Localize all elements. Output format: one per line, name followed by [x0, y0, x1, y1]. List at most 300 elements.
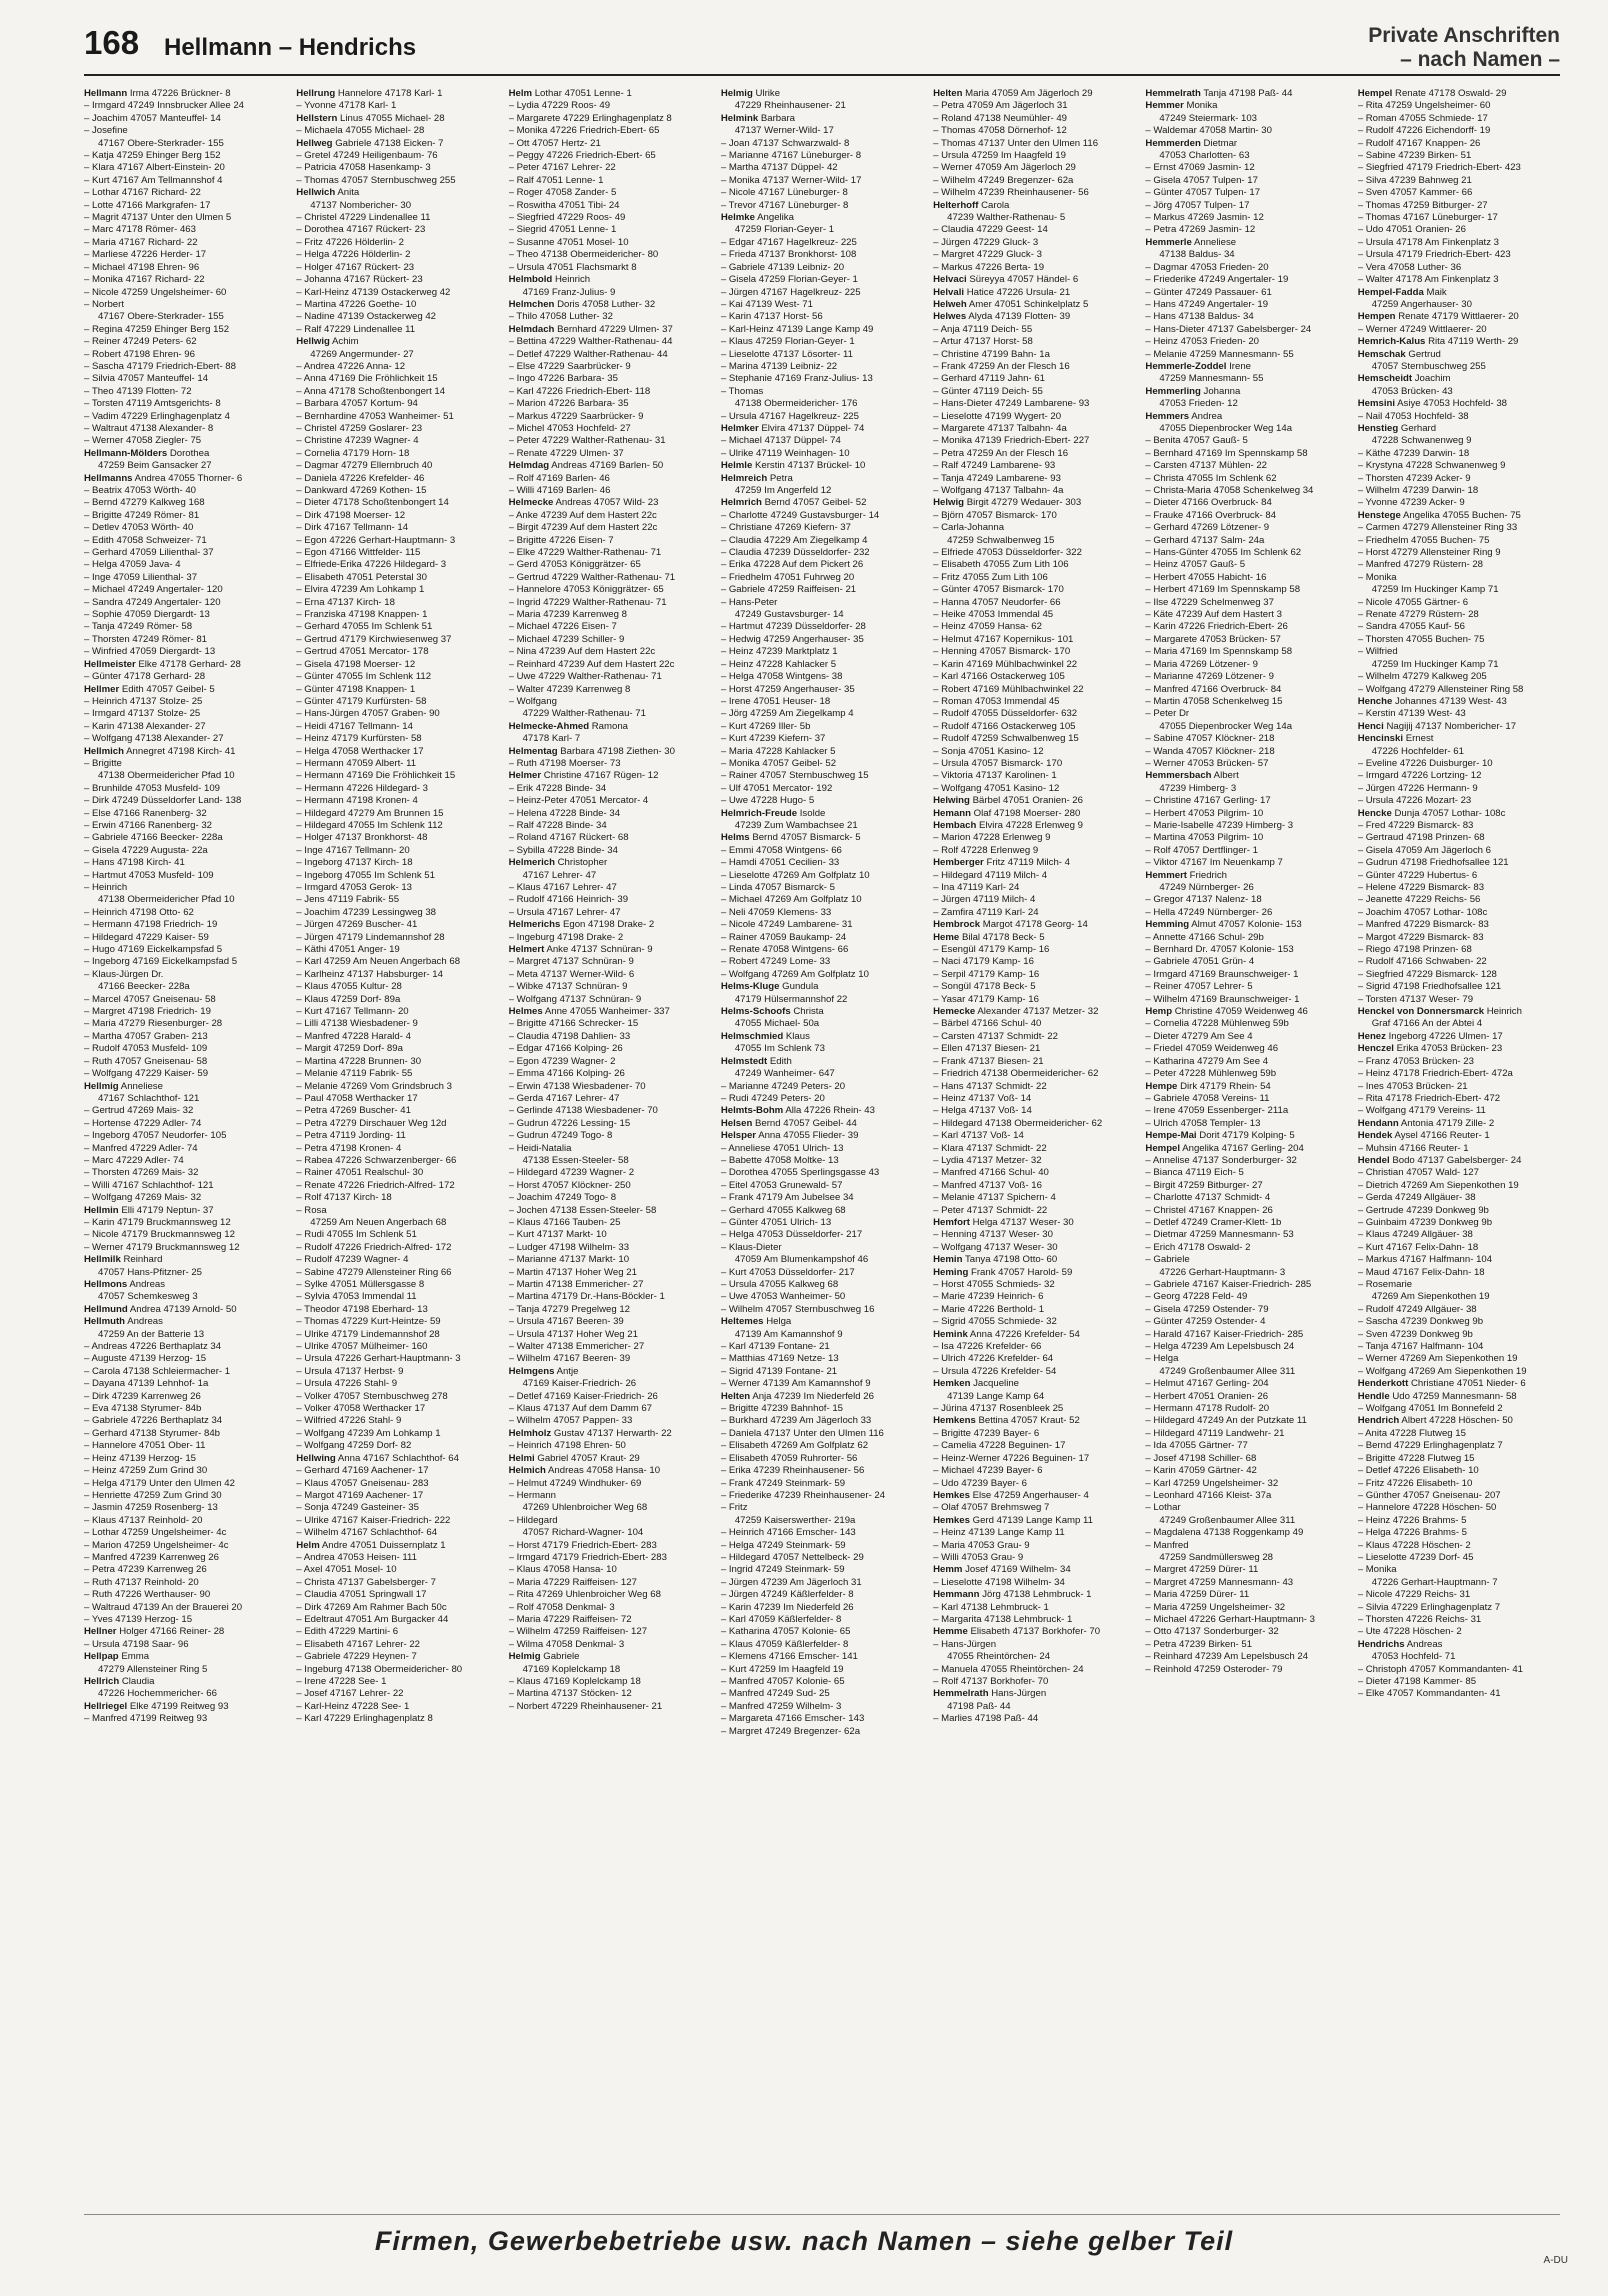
listing-entry — [1358, 597, 1560, 609]
listing-entry — [1358, 1490, 1560, 1502]
listing-detail: Erika 47053 Brücken- 23 — [1396, 1043, 1503, 1055]
listing-detail: – Anke 47239 Auf dem Hastert 22c — [508, 509, 657, 521]
listing-detail: – Margot 47229 Bismarck- 83 — [1357, 931, 1484, 943]
listing-detail: – Annette 47166 Schul- 29b — [1145, 931, 1264, 943]
surname: Hemmert — [1145, 869, 1187, 881]
listing-detail: – Jürgen 47229 Gluck- 3 — [933, 236, 1039, 248]
listing-detail: – Isa 47226 Krefelder- 66 — [933, 1341, 1042, 1353]
listing-detail: Gabriele 47138 Eicken- 7 — [335, 137, 444, 149]
listing-detail: – Else 47229 Saarbrücker- 9 — [508, 360, 631, 372]
listing-detail: – Frieda 47137 Bronkhorst- 108 — [720, 249, 857, 261]
listing-entry — [933, 1713, 1135, 1725]
listing-detail: – Peter 47228 Mühlenweg 59b — [1145, 1068, 1277, 1080]
surname: Helm — [508, 88, 533, 99]
listing-detail: – Hildegard 47057 Nettelbeck- 29 — [720, 1551, 864, 1563]
listing-entry — [1145, 1465, 1347, 1477]
listing-detail: Joachim — [1414, 373, 1451, 385]
listing-entry — [1145, 1639, 1347, 1651]
listing-entry — [721, 1391, 923, 1403]
listing-entry — [296, 1341, 498, 1353]
listing-entry — [1358, 1068, 1560, 1080]
listing-entry — [933, 894, 1135, 906]
listing-entry — [933, 621, 1135, 633]
surname: Hemink — [933, 1328, 968, 1340]
listing-entry — [509, 1192, 711, 1204]
listing-detail: – Karlheinz 47137 Habsburger- 14 — [296, 968, 443, 980]
listing-detail: – Hildegard 47279 Am Brunnen 15 — [296, 807, 444, 819]
listing-detail: – Ingo 47226 Barbara- 35 — [508, 373, 618, 385]
listing-detail: Barbara — [760, 112, 795, 124]
listing-detail: – Irmgard 47249 Innsbrucker Allee 24 — [84, 100, 244, 112]
listing-entry — [296, 138, 498, 150]
listing-detail: Ingeborg 47226 Ulmen- 17 — [1388, 1030, 1503, 1042]
listing-entry — [84, 1701, 286, 1713]
listing-entry — [84, 1304, 286, 1316]
surname: Helmi — [508, 1452, 535, 1464]
listing-entry — [933, 262, 1135, 274]
surname: Hemmelrath — [1145, 88, 1201, 99]
listing-detail: – Carola 47138 Schleiermacher- 1 — [84, 1365, 231, 1377]
listing-detail: – Gerhard 47119 Jahn- 61 — [933, 373, 1045, 385]
listing-entry — [721, 882, 923, 894]
listing-detail: – Günter 47198 Knappen- 1 — [296, 683, 416, 695]
listing-detail: – Markus 47229 Saarbrücker- 9 — [508, 410, 644, 422]
listing-detail: Anita — [337, 187, 360, 199]
listing-detail: Renate 47178 Oswald- 29 — [1395, 88, 1507, 99]
listing-detail: 47055 Michael- 50a — [734, 1018, 820, 1030]
listing-detail: – Lydia 47229 Roos- 49 — [508, 100, 611, 112]
listing-entry — [296, 1105, 498, 1117]
listing-detail: – Dieter 47166 Overbruck- 84 — [1145, 497, 1272, 509]
listing-detail: – Roland 47138 Neumühler- 49 — [933, 112, 1067, 124]
listing-detail: Graf 47166 An der Abtei 4 — [1371, 1018, 1483, 1030]
listing-entry — [509, 845, 711, 857]
listing-entry — [296, 1552, 498, 1564]
surname: Helmdag — [508, 460, 550, 472]
listing-detail: Nagijij 47137 Nombericher- 17 — [1386, 720, 1517, 732]
listing-detail: – Gerd 47053 Königgrätzer- 65 — [508, 559, 641, 571]
listing-detail: – Ott 47057 Hertz- 21 — [508, 137, 601, 149]
listing-detail: – Christine 47239 Wagner- 4 — [296, 435, 419, 447]
listing-entry — [509, 1465, 711, 1477]
listing-detail: – Wilhelm 47279 Kalkweg 205 — [1357, 671, 1487, 683]
listing-detail: 47249 Wanheimer- 647 — [734, 1068, 835, 1080]
surname: Hemkes — [933, 1514, 970, 1526]
listing-entry — [1145, 795, 1347, 807]
listing-detail: – Markus 47167 Halfmann- 104 — [1357, 1254, 1493, 1266]
running-title: Hellmann – Hendrichs — [164, 34, 417, 61]
listing-entry — [296, 1242, 498, 1254]
listing-entry — [296, 1304, 498, 1316]
listing-detail: – Karin 47059 Gärtner- 42 — [1145, 1465, 1257, 1477]
listing-entry — [1358, 311, 1560, 323]
listing-detail: – Detlef 47229 Walther-Rathenau- 44 — [508, 348, 668, 360]
listing-entry — [721, 1490, 923, 1502]
listing-entry — [509, 1167, 711, 1179]
listing-detail: – Jörg 47259 Am Ziegelkamp 4 — [720, 708, 854, 720]
listing-detail: Olaf 47198 Moerser- 280 — [973, 807, 1081, 819]
listing-entry — [933, 733, 1135, 745]
surname: Hellweg — [296, 137, 333, 149]
listing-entry — [84, 1279, 286, 1291]
listing-detail: – Manuela 47055 Rheintörchen- 24 — [933, 1663, 1084, 1675]
surname: Helmschmied — [720, 1030, 784, 1042]
listing-entry — [509, 584, 711, 596]
listing-detail: – Fritz 47226 Hölderlin- 2 — [296, 236, 404, 248]
listing-detail: Johanna — [1203, 385, 1241, 397]
listing-entry — [1358, 460, 1560, 472]
listing-detail: – Nail 47053 Hochfeld- 38 — [1357, 410, 1469, 422]
listing-entry — [1145, 1391, 1347, 1403]
listing-detail: – Camelia 47228 Beguinen- 17 — [933, 1440, 1066, 1452]
listing-entry — [84, 572, 286, 584]
listing-detail: – Heinz 47137 Voß- 14 — [933, 1092, 1032, 1104]
listing-detail: – Ursula 47226 Mozart- 23 — [1357, 795, 1472, 807]
surname: Henstege — [1357, 509, 1401, 521]
surname: Hencke — [1357, 807, 1392, 819]
listing-detail: – Rudolf 47166 Schwaben- 22 — [1357, 956, 1487, 968]
listing-entry — [296, 535, 498, 547]
listing-detail: – Michael 47137 Düppel- 74 — [720, 435, 841, 447]
listing-detail: – Kurt 47239 Kiefern- 37 — [720, 733, 826, 745]
listing-entry — [84, 1664, 286, 1676]
listing-detail: – Maria 47229 Raiffeisen- 72 — [508, 1613, 632, 1625]
listing-entry — [296, 1031, 498, 1043]
listing-entry — [721, 758, 923, 770]
listing-entry — [933, 435, 1135, 447]
listing-detail: – Henning 47137 Weser- 30 — [933, 1229, 1053, 1241]
listing-detail: – Margret 47137 Schnüran- 9 — [508, 956, 634, 968]
listing-entry — [1358, 609, 1560, 621]
listing-detail: – Wolfgang 47239 Am Lohkamp 1 — [296, 1427, 441, 1439]
listing-entry — [721, 1192, 923, 1204]
listing-entry — [84, 1453, 286, 1465]
listing-entry — [933, 659, 1135, 671]
listing-entry — [296, 684, 498, 696]
directory-column — [296, 88, 498, 2208]
listing-entry — [1358, 510, 1560, 522]
listing-entry — [1145, 696, 1347, 708]
listing-detail: – Renate 47229 Ulmen- 37 — [508, 447, 624, 459]
listing-detail: – Henning 47057 Bismarck- 170 — [933, 646, 1071, 658]
listing-entry — [509, 1180, 711, 1192]
listing-detail: – Ingeborg 47137 Kirch- 18 — [296, 857, 413, 869]
listing-entry — [1145, 1031, 1347, 1043]
listing-detail: – Melanie 47137 Spichern- 4 — [933, 1192, 1056, 1204]
listing-detail: – Marie 47226 Berthold- 1 — [933, 1303, 1045, 1315]
listing-detail: – Karin 47138 Alexander- 27 — [84, 720, 206, 732]
listing-detail: Dunja 47057 Lothar- 108c — [1394, 807, 1506, 819]
listing-detail: – Kurt 47167 Felix-Dahn- 18 — [1357, 1241, 1479, 1253]
listing-entry — [1358, 808, 1560, 820]
listing-entry — [721, 125, 923, 137]
listing-entry — [84, 510, 286, 522]
listing-detail: – Klaus 47166 Tauben- 25 — [508, 1216, 621, 1228]
listing-detail: Udo 47259 Mannesmann- 58 — [1392, 1390, 1517, 1402]
surname: Helmts-Bohm — [720, 1105, 784, 1117]
listing-detail: – Martin 47058 Schenkelweg 15 — [1145, 695, 1283, 707]
listing-entry — [1358, 1440, 1560, 1452]
listing-detail: – Karl 47166 Ostackerweg 105 — [933, 671, 1065, 683]
listing-entry — [296, 1403, 498, 1415]
listing-detail: Gerd 47139 Lange Kamp 11 — [972, 1514, 1093, 1526]
listing-entry — [509, 1651, 711, 1663]
listing-detail: – Wilhelm 47167 Beeren- 39 — [508, 1353, 631, 1365]
listing-detail: – Rolf 47137 Borkhofer- 70 — [933, 1676, 1049, 1687]
listing-entry — [296, 287, 498, 299]
listing-entry — [1358, 411, 1560, 423]
listing-entry — [296, 1713, 498, 1725]
listing-detail: – Gudrun 47226 Lessing- 15 — [508, 1117, 631, 1129]
listing-detail: 47169 Franz-Julius- 9 — [522, 286, 616, 298]
listing-detail: – Dagmar 47053 Frieden- 20 — [1145, 261, 1269, 273]
listing-entry — [933, 1602, 1135, 1614]
listing-entry — [721, 1403, 923, 1415]
listing-entry — [1358, 535, 1560, 547]
listing-detail: – Andrea 47226 Anna- 12 — [296, 360, 406, 372]
listing-entry — [84, 1143, 286, 1155]
listing-entry — [933, 497, 1135, 509]
listing-detail: Friedrich — [1189, 869, 1227, 881]
listing-detail: – Elisabeth 47269 Am Golfplatz 62 — [720, 1440, 869, 1452]
listing-detail: – Werner 47269 Am Siepenkothen 19 — [1357, 1353, 1518, 1365]
listing-detail: – Frauke 47166 Overbruck- 84 — [1145, 509, 1277, 521]
listing-entry — [296, 746, 498, 758]
listing-detail: – Wilhelm 47249 Bregenzer- 62a — [933, 174, 1074, 186]
listing-detail: – Sascha 47239 Donkweg 9b — [1357, 1316, 1484, 1328]
listing-detail: 47169 Koplelckamp 18 — [522, 1663, 621, 1675]
listing-entry — [509, 460, 711, 472]
listing-entry — [721, 733, 923, 745]
listing-detail: – Sandra 47055 Kauf- 56 — [1357, 621, 1465, 633]
surname: Helweh — [933, 298, 967, 310]
listing-detail: – Bernd 47279 Kalkweg 168 — [84, 497, 205, 509]
listing-entry — [721, 535, 923, 547]
listing-detail: 47055 Diepenbrocker Weg 14a — [1159, 422, 1293, 434]
listing-entry — [933, 572, 1135, 584]
listing-detail: – Linda 47057 Bismarck- 5 — [720, 882, 835, 893]
listing-detail: – Claudia 47229 Geest- 14 — [933, 224, 1048, 236]
listing-entry — [721, 956, 923, 968]
listing-detail: Süreyya 47057 Händel- 6 — [969, 274, 1079, 286]
listing-detail: – Walter 47239 Karrenweg 8 — [508, 683, 631, 695]
listing-detail: – Klaus 47249 Allgäuer- 38 — [1357, 1229, 1473, 1241]
listing-entry — [296, 1205, 498, 1217]
listing-entry — [1145, 1403, 1347, 1415]
listing-detail: – Irmgard 47053 Gerok- 13 — [296, 882, 413, 893]
listing-entry — [296, 1167, 498, 1179]
listing-entry — [296, 1502, 498, 1514]
listing-entry — [84, 386, 286, 398]
listing-detail: – Wolfgang 47137 Schnüran- 9 — [508, 993, 642, 1005]
listing-detail: 47137 Werner-Wild- 17 — [734, 125, 834, 137]
listing-entry — [296, 1664, 498, 1676]
listing-entry — [296, 349, 498, 361]
listing-entry — [933, 1676, 1135, 1688]
listing-detail: – Walter 47178 Am Finkenplatz 3 — [1357, 274, 1499, 286]
listing-detail: Heinrich — [1486, 1006, 1522, 1018]
listing-entry — [1358, 1254, 1560, 1266]
listing-detail: – Manfred 47229 Bismarck- 83 — [1357, 919, 1489, 931]
listing-detail: – Wolfgang 47269 Am Siepenkothen 19 — [1357, 1365, 1527, 1377]
listing-entry — [296, 1192, 498, 1204]
listing-detail: 47179 Hülsermannshof 22 — [734, 993, 848, 1005]
listing-detail: – Reinhard 47239 Auf dem Hastert 22c — [508, 658, 675, 670]
surname: Helmecke-Ahmed — [508, 720, 590, 732]
listing-detail: Antje — [556, 1365, 579, 1377]
listing-detail: – Klaus 47259 Florian-Geyer- 1 — [720, 336, 855, 348]
listing-detail: – Lothar — [1145, 1502, 1181, 1514]
listing-detail: Bernhard 47229 Ulmen- 37 — [557, 323, 673, 335]
listing-detail: – Monika 47057 Geibel- 52 — [720, 757, 837, 769]
listing-entry — [1358, 708, 1560, 720]
listing-entry — [509, 795, 711, 807]
listing-detail: – Guinbaim 47239 Donkweg 9b — [1357, 1216, 1493, 1228]
listing-detail: – Lothar 47167 Richard- 22 — [84, 187, 201, 199]
listing-detail: – Hanna 47057 Neudorfer- 66 — [933, 596, 1061, 608]
listing-detail: – Viktoria 47137 Karolinen- 1 — [933, 770, 1057, 782]
listing-entry — [1145, 634, 1347, 646]
listing-detail: – Margot 47169 Aachener- 17 — [296, 1489, 424, 1501]
listing-detail: – Silvia 47229 Erlinghagenplatz 7 — [1357, 1601, 1501, 1613]
listing-detail: – Ruth 47057 Gneisenau- 58 — [84, 1055, 208, 1067]
listing-entry — [721, 1279, 923, 1291]
listing-entry — [509, 138, 711, 150]
listing-entry — [721, 1068, 923, 1080]
listing-entry — [933, 460, 1135, 472]
listing-detail: – Rudolf 47166 Ostackerweg 105 — [933, 720, 1076, 732]
listing-entry — [84, 1502, 286, 1514]
listing-detail: Gerhard — [1400, 422, 1437, 434]
listing-detail: Reinhard — [123, 1254, 163, 1266]
listing-entry — [1358, 684, 1560, 696]
listing-entry — [721, 969, 923, 981]
surname: Hemkes — [933, 1489, 970, 1501]
listing-entry — [509, 944, 711, 956]
listing-detail: – Peter Dr — [1145, 708, 1190, 720]
listing-detail: – Wanda 47057 Klöckner- 218 — [1145, 745, 1275, 757]
listing-detail: Alla 47226 Rhein- 43 — [785, 1105, 875, 1117]
listing-entry — [721, 870, 923, 882]
listing-entry — [1145, 956, 1347, 968]
listing-detail: – Werner 47058 Ziegler- 75 — [84, 435, 202, 447]
surname: Helms-Kluge — [720, 981, 780, 993]
listing-entry — [509, 1415, 711, 1427]
listing-detail: – Rita 47269 Uhlenbroicher Weg 68 — [508, 1589, 661, 1601]
listing-entry — [1358, 572, 1560, 584]
listing-entry — [509, 758, 711, 770]
listing-detail: – Gerda 47167 Lehrer- 47 — [508, 1092, 620, 1104]
listing-detail: – Günter 47229 Hubertus- 6 — [1357, 869, 1478, 881]
listing-detail: – Beatrix 47053 Wörth- 40 — [84, 485, 196, 496]
listing-detail: – Monika 47137 Werner-Wild- 17 — [720, 174, 862, 186]
listing-detail: – Ralf 47228 Binde- 34 — [508, 819, 607, 831]
listing-entry — [84, 262, 286, 274]
listing-detail: – Yasar 47179 Kamp- 16 — [933, 993, 1039, 1005]
listing-detail: – Melanie 47119 Fabrik- 55 — [296, 1068, 413, 1080]
listing-detail: – Heinz 47139 Herzog- 15 — [84, 1452, 196, 1464]
surname: Hellmons — [84, 1279, 128, 1290]
listing-entry — [933, 1316, 1135, 1328]
listing-entry — [1145, 1130, 1347, 1142]
listing-detail: – Wilhelm 47239 Rheinhausener- 56 — [933, 187, 1089, 199]
listing-entry — [84, 398, 286, 410]
surname: Hembrock — [933, 919, 981, 931]
listing-detail: – Hermann — [508, 1489, 557, 1501]
listing-entry — [933, 1589, 1135, 1601]
listing-detail: – Bärbel 47166 Schul- 40 — [933, 1018, 1042, 1030]
listing-detail: – Klaus 47228 Höschen- 2 — [1357, 1539, 1471, 1551]
listing-entry — [84, 1291, 286, 1303]
listing-detail: – Charlotte 47249 Gustavsburger- 14 — [720, 509, 880, 521]
listing-entry — [1358, 832, 1560, 844]
listing-detail: – Christa 47137 Gabelsberger- 7 — [296, 1576, 437, 1588]
listing-detail: – Werner 47179 Bruckmannsweg 12 — [84, 1241, 240, 1253]
listing-detail: – Elke 47229 Walther-Rathenau- 71 — [508, 547, 662, 559]
listing-entry — [933, 88, 1135, 100]
listing-entry — [296, 646, 498, 658]
surname: Helmecke — [508, 497, 554, 509]
listing-detail: – Viktor 47167 Im Neuenkamp 7 — [1145, 857, 1283, 869]
listing-entry — [721, 200, 923, 212]
listing-entry — [933, 175, 1135, 187]
listing-detail: – Barbara 47057 Kortum- 94 — [296, 398, 418, 410]
listing-detail: Gabriel 47057 Kraut- 29 — [537, 1452, 640, 1464]
listing-detail: – Heinz 47226 Brahms- 5 — [1357, 1514, 1467, 1526]
listing-detail: – Petra 47059 Am Jägerloch 31 — [933, 100, 1068, 112]
listing-detail: – Rudi 47055 Im Schlenk 51 — [296, 1229, 417, 1241]
listing-detail: – Peter 47229 Walther-Rathenau- 31 — [508, 435, 666, 447]
listing-detail: – Kerstin 47139 West- 43 — [1357, 708, 1466, 720]
listing-entry — [1145, 1056, 1347, 1068]
surname: Hemann — [933, 807, 971, 819]
listing-detail: – Josef 47198 Schiller- 68 — [1145, 1452, 1257, 1464]
listing-detail: – Theo 47139 Flotten- 72 — [84, 385, 192, 397]
listing-detail: – Katja 47259 Ehinger Berg 152 — [84, 150, 221, 162]
listing-entry — [721, 1341, 923, 1353]
listing-detail: – Wilhelm 47169 Braunschweiger- 1 — [1145, 993, 1300, 1005]
surname: Hellpap — [84, 1651, 119, 1663]
surname: Hemm — [933, 1564, 963, 1576]
listing-detail: – Sophie 47059 Diergardt- 13 — [84, 609, 210, 621]
listing-entry — [1358, 646, 1560, 658]
listing-detail: Elvira 47228 Erlenweg 9 — [978, 819, 1083, 831]
listing-entry — [933, 224, 1135, 236]
listing-detail: – Petra 47119 Jording- 11 — [296, 1130, 406, 1142]
listing-entry — [1358, 634, 1560, 646]
listing-detail: – Robert 47198 Ehren- 96 — [84, 348, 195, 360]
surname: Hencinski — [1357, 733, 1404, 745]
listing-detail: – Ludger 47198 Wilhelm- 33 — [508, 1241, 630, 1253]
listing-detail: – Erna 47137 Kirch- 18 — [296, 596, 395, 608]
listing-entry — [933, 1552, 1135, 1564]
listing-entry — [84, 882, 286, 894]
listing-entry — [509, 224, 711, 236]
listing-detail: – Jürgen 47226 Hermann- 9 — [1357, 782, 1478, 794]
listing-detail: – Heinz 47228 Kahlacker 5 — [720, 658, 837, 670]
listing-entry — [1358, 336, 1560, 348]
listing-entry — [1145, 659, 1347, 671]
listing-detail: – Ursula 47167 Hagelkreuz- 225 — [720, 410, 859, 422]
listing-entry — [1145, 175, 1347, 187]
listing-entry — [1358, 1316, 1560, 1328]
listing-detail: – Wilhelm 47167 Schlachthof- 64 — [296, 1527, 438, 1539]
listing-entry — [84, 522, 286, 534]
listing-entry — [84, 907, 286, 919]
listing-entry — [84, 671, 286, 683]
listing-entry — [933, 349, 1135, 361]
listing-detail: – Heinz 47178 Friedrich-Ebert- 472a — [1357, 1068, 1513, 1080]
